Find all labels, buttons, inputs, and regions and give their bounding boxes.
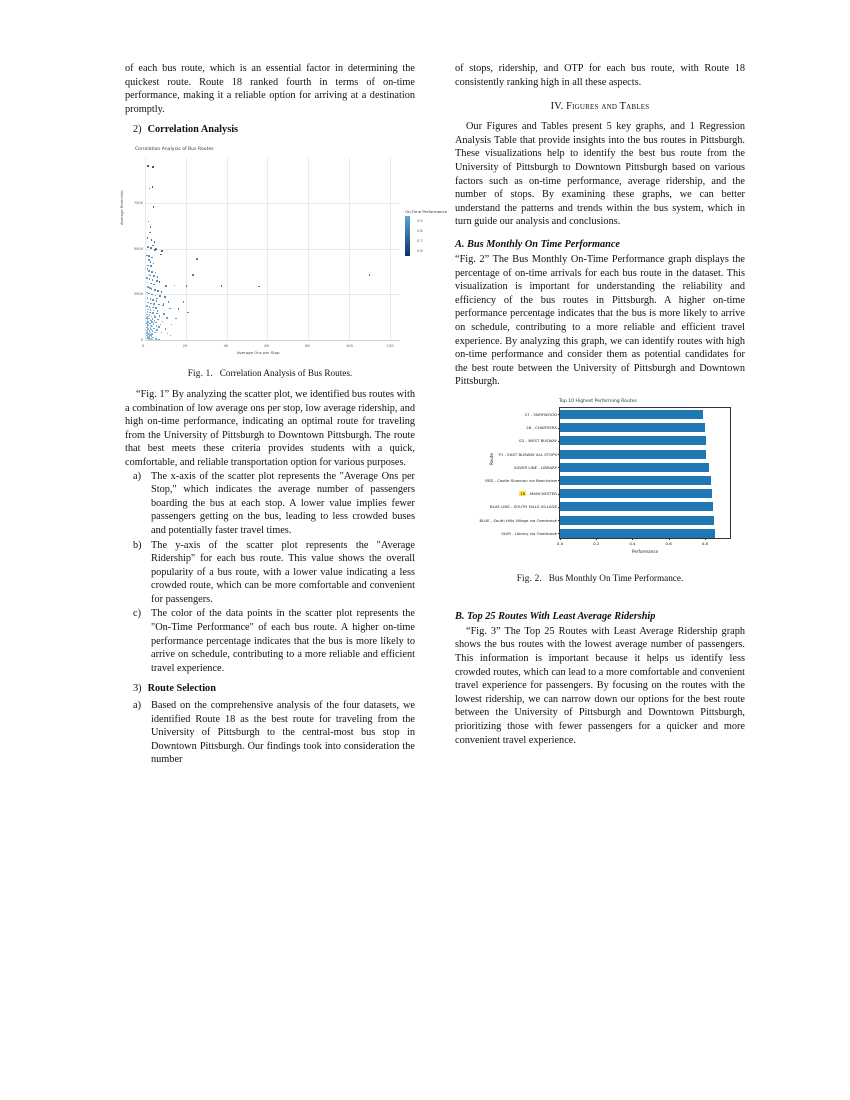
figure-2-label: Fig. 2. xyxy=(516,572,542,583)
scatter-point xyxy=(151,288,153,290)
bar-y-tickmark xyxy=(558,454,560,455)
scatter-point xyxy=(148,270,150,272)
scatter-y-tick-label: 5000 xyxy=(133,246,143,251)
scatter-point xyxy=(148,255,150,257)
scatter-point xyxy=(163,313,165,315)
scatter-y-tick-label: 0 xyxy=(140,337,143,342)
scatter-point xyxy=(155,338,157,340)
bar-category-label: BLUE - South Hills Village via Overbrook xyxy=(479,517,557,523)
scatter-point xyxy=(153,206,155,208)
bar-category-label: SILVER LINE - LIBRARY xyxy=(514,464,557,470)
scatter-point xyxy=(153,328,155,330)
scatter-point xyxy=(152,299,154,301)
bar xyxy=(560,450,706,459)
scatter-point xyxy=(155,307,157,309)
colorbar-tick-label: 0.8 xyxy=(417,228,423,233)
bar-y-tickmark xyxy=(558,494,560,495)
bar-x-tickmark xyxy=(669,538,670,540)
list-item-marker: b) xyxy=(133,539,142,551)
scatter-point xyxy=(149,306,151,308)
list-item xyxy=(125,539,415,607)
section-heading-route-selection xyxy=(125,682,415,696)
list-item xyxy=(125,607,415,675)
scatter-point xyxy=(153,284,155,286)
scatter-point xyxy=(152,166,154,168)
left-column xyxy=(119,62,447,768)
scatter-point xyxy=(148,338,150,340)
bar-y-tickmark xyxy=(558,480,560,481)
scatter-point xyxy=(159,281,161,283)
scatter-point xyxy=(151,316,153,318)
scatter-point xyxy=(160,254,162,256)
scatter-point xyxy=(151,271,153,273)
scatter-y-tick-label: 7500 xyxy=(133,201,143,206)
scatter-point xyxy=(157,290,159,292)
bar-category-label: 26 - CHARTIERS xyxy=(526,425,557,431)
scatter-point xyxy=(154,316,156,318)
list-item-marker: a) xyxy=(133,700,141,712)
bar-y-tickmark xyxy=(558,414,560,415)
bar xyxy=(560,516,714,525)
bar-x-tick-label: 0.0 xyxy=(556,540,564,546)
scatter-point xyxy=(146,305,148,307)
scatter-point xyxy=(157,319,159,321)
bar xyxy=(560,476,711,485)
bar-category-label: RED - Castle Shannon via Beechview xyxy=(485,477,557,483)
scatter-point xyxy=(147,265,149,267)
scatter-point xyxy=(169,308,171,310)
bar xyxy=(560,489,712,498)
bar-x-tick-label: 0.2 xyxy=(593,540,600,546)
scatter-point xyxy=(149,275,151,277)
scatter-point xyxy=(149,278,151,280)
scatter-point xyxy=(163,303,165,305)
scatter-point xyxy=(165,328,167,330)
scatter-point xyxy=(149,232,151,234)
scatter-point xyxy=(171,324,173,326)
subsection-b-heading xyxy=(455,611,745,622)
bar-category-label: P1 - EAST BUSWAY ALL STOPS xyxy=(498,451,557,457)
bar-y-tickmark xyxy=(558,520,560,521)
bar xyxy=(560,529,715,538)
scatter-point xyxy=(146,277,148,279)
scatter-x-tick-label: 60 xyxy=(264,343,269,348)
scatter-point xyxy=(154,332,156,334)
gridline-horizontal xyxy=(145,294,400,295)
list-item xyxy=(125,470,415,538)
scatter-point xyxy=(147,302,149,304)
scatter-point xyxy=(157,276,159,278)
list-item-text: The x-axis of the scatter plot represents the "Average Ons per Stop," which indicates the average number of passengers boarding the bus at each stop. A lower value implies fewer passengers getting on the bus, leading to less crowded buses and potentially faster travel times. xyxy=(151,470,415,536)
scatter-point xyxy=(369,274,371,276)
bar-y-axis-label: Route xyxy=(489,452,494,465)
scatter-point xyxy=(154,249,156,251)
scatter-point xyxy=(178,308,180,310)
colorbar-tick-label: 0.7 xyxy=(417,238,423,243)
scatter-point xyxy=(158,304,160,306)
scatter-x-tick-label: 120 xyxy=(386,343,394,348)
scatter-point xyxy=(150,309,152,311)
scatter-point xyxy=(147,309,149,311)
bar-chart xyxy=(467,399,767,567)
scatter-point xyxy=(150,226,152,228)
scatter-title: Correlation Analysis of Bus Routes xyxy=(135,146,214,152)
list-item-marker: a) xyxy=(133,470,141,482)
scatter-point xyxy=(150,261,152,263)
scatter-point xyxy=(156,300,158,302)
scatter-point xyxy=(161,332,163,334)
scatter-point xyxy=(152,312,154,314)
gridline-horizontal xyxy=(145,249,400,250)
bar-y-tickmark xyxy=(558,507,560,508)
section-heading-figures-and-tables: IV. Figures and Tables xyxy=(550,101,650,113)
scatter-point xyxy=(150,265,152,267)
scatter-point xyxy=(156,329,158,331)
colorbar-tick-label: 0.9 xyxy=(417,218,423,223)
scatter-point xyxy=(154,241,156,243)
bar-x-tick-label: 0.6 xyxy=(665,540,672,546)
subsection-b-letter: B. xyxy=(455,610,465,622)
scatter-point xyxy=(151,257,153,259)
subsection-a-letter: A. xyxy=(455,238,465,250)
scatter-point xyxy=(155,272,157,274)
scatter-point xyxy=(156,280,158,282)
colorbar-title: On-Time Performance xyxy=(405,208,447,214)
list-item xyxy=(125,699,415,767)
scatter-point xyxy=(147,246,149,248)
scatter-point xyxy=(183,301,185,303)
subsection-a-heading xyxy=(455,239,745,250)
bar-x-tick-label: 0.4 xyxy=(629,540,636,546)
bar-chart-title: Top 10 Highest Performing Routes xyxy=(559,398,637,404)
scatter-point xyxy=(159,295,161,297)
bar xyxy=(560,410,703,419)
scatter-point xyxy=(159,315,161,317)
bar-x-tickmark xyxy=(705,538,706,540)
figure-1-caption xyxy=(125,368,415,378)
list-item-marker: c) xyxy=(133,608,141,620)
scatter-point xyxy=(154,289,156,291)
scatter-point xyxy=(151,239,153,241)
scatter-point xyxy=(156,298,158,300)
bar-y-tickmark xyxy=(558,428,560,429)
gridline-horizontal xyxy=(145,203,400,204)
scatter-point xyxy=(162,305,164,307)
scatter-x-tick-label: 20 xyxy=(182,343,188,348)
scatter-y-axis-label: Average Ridership xyxy=(119,190,124,225)
figure-2-caption-text: Bus Monthly On Time Performance. xyxy=(548,572,684,583)
bar-category-label: SLVR - Library via Overbrook xyxy=(501,530,557,536)
scatter-point xyxy=(187,312,189,314)
scatter-point xyxy=(174,285,176,287)
scatter-x-tick-label: 40 xyxy=(223,343,229,348)
figure-2 xyxy=(455,399,745,583)
scatter-point xyxy=(153,275,155,277)
subsection-b-paragraph: “Fig. 3” The Top 25 Routes with Least Average Ridership graph shows the bus routes with the lowest average number of passengers. This information is important because it helps us identify less crowded routes, which can lead to a more comfortable and convenient travel experience for passengers. By focusing on the routes with the lowest ridership, we can narrow down our options for the best route between the University of Pittsburgh and Downtown Pittsburgh, prioritizing those with fewer passengers for a quicker and more convenient travel experience. xyxy=(455,625,745,746)
fig1-discussion-paragraph: “Fig. 1” By analyzing the scatter plot, we identified bus routes with a combination of low average ons per stop, low average ridership, and high on-time performance, indicating an optimal route for traveling from the University of Pittsburgh to Downtown Pittsburgh. The route that best meets these criteria provides students with a quick, comfortable, and reliable transportation option for various purposes. xyxy=(125,388,415,468)
scatter-x-tick-label: 0 xyxy=(142,343,145,348)
bar-x-tickmark xyxy=(560,538,561,540)
scatter-point xyxy=(152,245,154,247)
highlight-marker: 18 xyxy=(520,491,526,497)
bar-category-label: G2 - WEST BUSWAY xyxy=(518,438,557,444)
scatter-plot-area xyxy=(133,158,400,348)
right-column xyxy=(455,62,745,768)
route-selection-list xyxy=(125,699,415,767)
scatter-x-axis-line xyxy=(145,340,400,341)
section-number: 2) xyxy=(133,124,142,136)
figure-1-caption-text: Correlation Analysis of Bus Routes. xyxy=(219,367,353,378)
scatter-point xyxy=(167,333,169,335)
scatter-point xyxy=(150,298,152,300)
bar-x-axis-label: Performance xyxy=(632,548,658,554)
figure-1-label: Fig. 1. xyxy=(187,367,213,378)
bar-y-tickmark xyxy=(558,467,560,468)
figures-intro-paragraph: Our Figures and Tables present 5 key graphs, and 1 Regression Analysis Table that provide insights into the bus routes in Pittsburgh. These visualizations help to identify the best bus route from the University of Pittsburgh to Downtown Pittsburgh based on various factors such as on-time performance, average ridership, and the number of stops. By examining these graphs, we can better understand the patterns and trends within the bus system, which in turn guide our analysis and conclusions. xyxy=(455,121,745,228)
list-item-text: The y-axis of the scatter plot represents the "Average Ridership" for each bus route. This value shows the overall popularity of a bus route, with a lower value indicating a less crowded route, which can be more comfortable and convenient for passengers. xyxy=(151,539,415,605)
figure-1 xyxy=(119,146,447,378)
scatter-point xyxy=(152,307,154,309)
scatter-x-axis-label: Average Ons per Stop xyxy=(237,349,280,355)
scatter-point xyxy=(153,310,155,312)
two-column-layout xyxy=(119,62,745,768)
scatter-point xyxy=(147,237,149,239)
scatter-point xyxy=(150,247,152,249)
scatter-point xyxy=(147,282,149,284)
scatter-point xyxy=(152,318,154,320)
colorbar-tick-label: 0.6 xyxy=(417,248,423,253)
bar-category-label: 27 - FAIRYWOOD xyxy=(524,411,557,417)
scatter-point xyxy=(162,321,164,323)
scatter-point xyxy=(166,317,168,319)
bar xyxy=(560,502,713,511)
scatter-point xyxy=(161,291,163,293)
scatter-point xyxy=(150,283,152,285)
subsection-b-title: Top 25 Routes With Least Average Ridership xyxy=(467,610,656,622)
bar-y-tickmark xyxy=(558,441,560,442)
scatter-point xyxy=(152,330,154,332)
scatter-point xyxy=(153,263,155,265)
scatter-point xyxy=(161,250,163,252)
scatter-y-tick-label: 2500 xyxy=(133,292,143,297)
scatter-point xyxy=(221,285,223,287)
bar-x-tickmark xyxy=(632,538,633,540)
subsection-a-paragraph: “Fig. 2” The Bus Monthly On-Time Performance graph displays the percentage of on-time arrivals for each bus route in the dataset. This visualization is important for understanding the reliability and efficiency of the bus routes in Pittsburgh. A higher on-time performance percentage indicates that the bus is more likely to arrive on schedule, contributing to a more reliable and efficient travel experience. By analyzing this graph, we can identify routes with high on-time performance and consider them as potential candidates for the best route between the University of Pittsburgh and Downtown Pittsburgh. xyxy=(455,253,745,388)
colorbar-gradient xyxy=(405,216,410,256)
scatter-point xyxy=(152,279,154,281)
correlation-analysis-list xyxy=(125,470,415,676)
scatter-point xyxy=(147,165,149,167)
bar-y-tickmark xyxy=(558,533,560,534)
scatter-point xyxy=(170,335,172,337)
scatter-point xyxy=(151,339,153,341)
left-continued-paragraph: of each bus route, which is an essential factor in determining the quickest route. Route 18 ranked fourth in terms of on-time performance, making it a reliable option for arriving at a destination promptly. xyxy=(125,63,415,115)
scatter-point xyxy=(192,274,194,276)
section-title: Correlation Analysis xyxy=(147,124,239,136)
scatter-point xyxy=(160,324,162,326)
scatter-point xyxy=(147,297,149,299)
scatter-point xyxy=(175,318,177,320)
scatter-point xyxy=(258,286,260,288)
bar xyxy=(560,423,705,432)
scatter-point xyxy=(149,188,151,190)
scatter-point xyxy=(165,285,167,287)
scatter-point xyxy=(153,303,155,305)
scatter-x-tick-label: 80 xyxy=(305,343,310,348)
bar-category-label: BLUE LINE - SOUTH HILLS VILLAGE xyxy=(489,504,557,510)
scatter-point xyxy=(150,303,152,305)
section-number: 3) xyxy=(133,683,142,695)
bar xyxy=(560,436,706,445)
scatter-colorbar xyxy=(405,209,451,256)
scatter-point xyxy=(156,313,158,315)
section-title: Route Selection xyxy=(147,683,216,695)
scatter-point xyxy=(153,323,155,325)
bar-x-tickmark xyxy=(596,538,597,540)
scatter-point xyxy=(155,322,157,324)
list-item-text: Based on the comprehensive analysis of the four datasets, we identified Route 18 as the best route for traveling from the University of Pittsburgh to the central-most bus stop in Downtown Pittsburgh. Our findings took into consideration the number xyxy=(151,700,415,766)
scatter-point xyxy=(186,285,188,287)
bar-x-tick-label: 0.8 xyxy=(701,540,708,546)
scatter-point xyxy=(152,186,154,188)
subsection-a-title: Bus Monthly On Time Performance xyxy=(467,238,620,250)
scatter-chart xyxy=(117,147,447,362)
scatter-x-tick-label: 100 xyxy=(346,343,353,348)
scatter-point xyxy=(149,312,151,314)
figure-2-caption xyxy=(455,573,745,583)
bar-category-label: 18 - MANCHESTER xyxy=(520,491,557,497)
section-heading-correlation-analysis xyxy=(125,123,415,137)
scatter-point xyxy=(164,296,166,298)
scatter-point xyxy=(157,310,159,312)
scatter-point xyxy=(168,301,170,303)
scatter-point xyxy=(156,325,158,327)
scatter-point xyxy=(196,258,198,260)
right-continued-paragraph: of stops, ridership, and OTP for each bus route, with Route 18 consistently ranking high in all these aspects. xyxy=(455,63,745,88)
scatter-point xyxy=(148,221,150,223)
scatter-point xyxy=(147,311,149,313)
scatter-point xyxy=(158,326,160,328)
bar xyxy=(560,463,709,472)
list-item-text: The color of the data points in the scatter plot represents the "On-Time Performance" of each bus route. A higher on-time performance percentage indicates that the bus is more likely to arrive on schedule, contributing to a more reliable and efficient travel experience. xyxy=(151,608,415,674)
